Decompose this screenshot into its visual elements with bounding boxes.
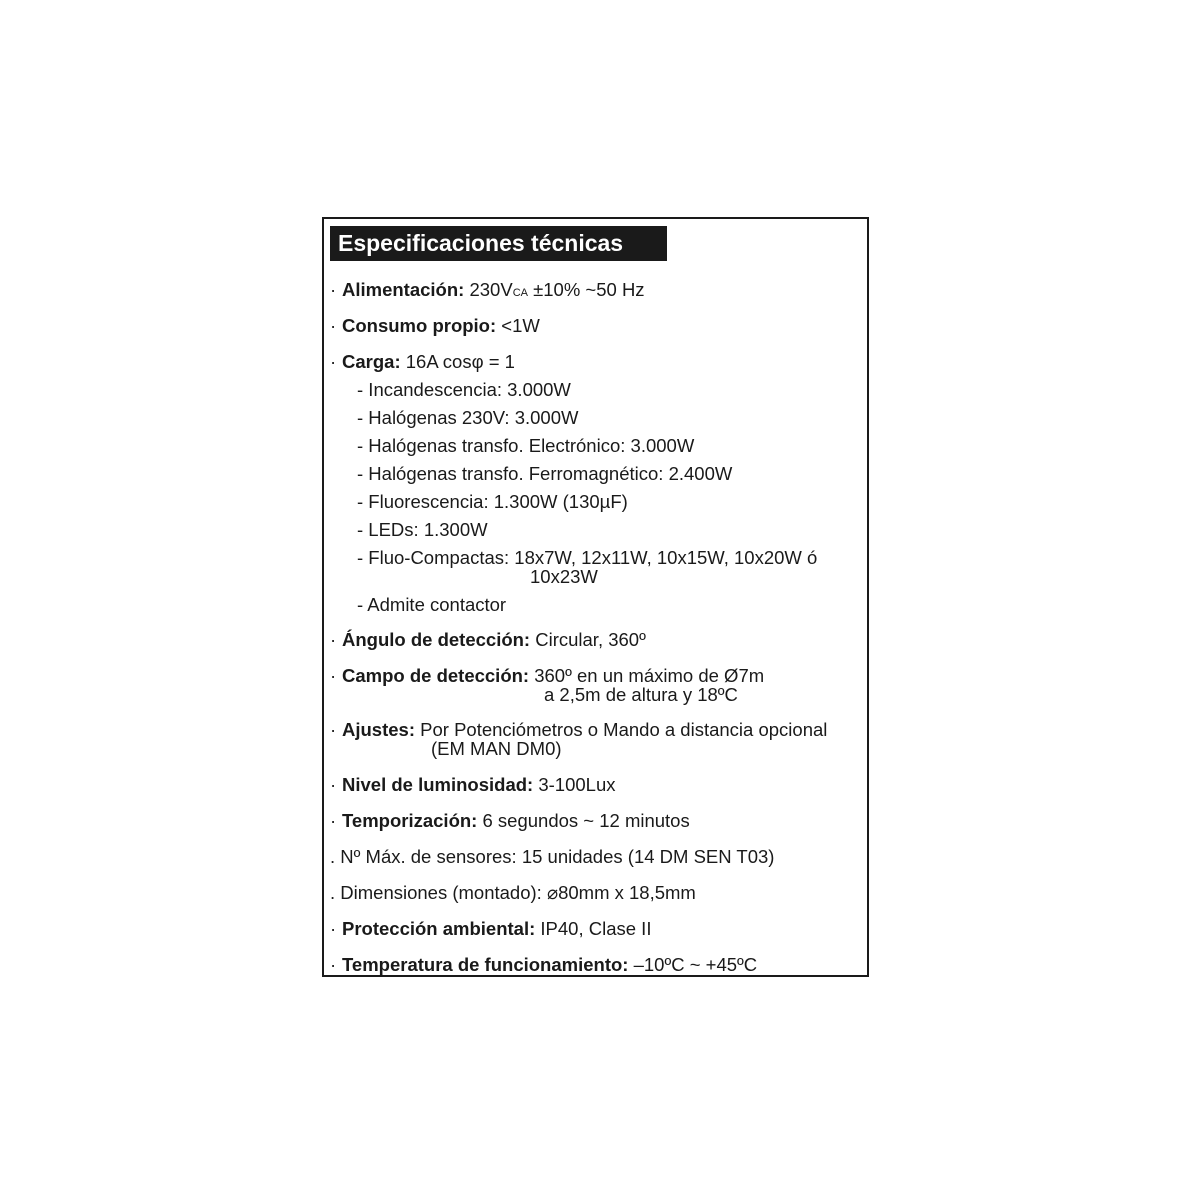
list-item: - LEDs: 1.300W — [357, 519, 488, 540]
spec-alimentacion: · Alimentación: 230VCA ±10% ~50 Hz — [330, 279, 645, 300]
title-bar — [330, 226, 667, 261]
list-item: - Halógenas transfo. Ferromagnético: 2.400W — [357, 463, 733, 484]
spec-sensores: . Nº Máx. de sensores: 15 unidades (14 DM SEN T03) — [330, 846, 775, 867]
spec-campo: · Campo de detección: 360º en un máximo de Ø7m — [330, 665, 765, 686]
spec-nivel: · Nivel de luminosidad: 3-100Lux — [330, 774, 616, 795]
spec-consumo: · Consumo propio: <1W — [330, 315, 540, 336]
list-item: - Halógenas 230V: 3.000W — [357, 407, 579, 428]
list-item: - Admite contactor — [357, 594, 507, 615]
spec-ajustes: · Ajustes: Por Potenciómetros o Mando a distancia opcional — [330, 719, 828, 740]
spec-box — [322, 217, 869, 977]
list-item-continuation: 10x23W — [530, 566, 598, 587]
list-item: - Fluo-Compactas: 18x7W, 12x11W, 10x15W, 10x20W ó — [357, 547, 818, 568]
spec-ajustes-continuation: (EM MAN DM0) — [431, 738, 562, 759]
spec-temporizacion: · Temporización: 6 segundos ~ 12 minutos — [330, 810, 690, 831]
spec-campo-continuation: a 2,5m de altura y 18ºC — [544, 684, 738, 705]
spec-angulo: · Ángulo de detección: Circular, 360º — [330, 629, 646, 650]
spec-carga: · Carga: 16A cosφ = 1 — [330, 351, 515, 372]
list-item: - Halógenas transfo. Electrónico: 3.000W — [357, 435, 695, 456]
spec-dimensiones: . Dimensiones (montado): ⌀80mm x 18,5mm — [330, 882, 696, 903]
list-item: - Incandescencia: 3.000W — [357, 379, 571, 400]
page-title: Especificaciones técnicas — [338, 230, 624, 256]
spec-proteccion: · Protección ambiental: IP40, Clase II — [330, 918, 652, 939]
list-item: - Fluorescencia: 1.300W (130µF) — [357, 491, 628, 512]
spec-temperatura: · Temperatura de funcionamiento: –10ºC ~ +45ºC — [330, 954, 758, 975]
